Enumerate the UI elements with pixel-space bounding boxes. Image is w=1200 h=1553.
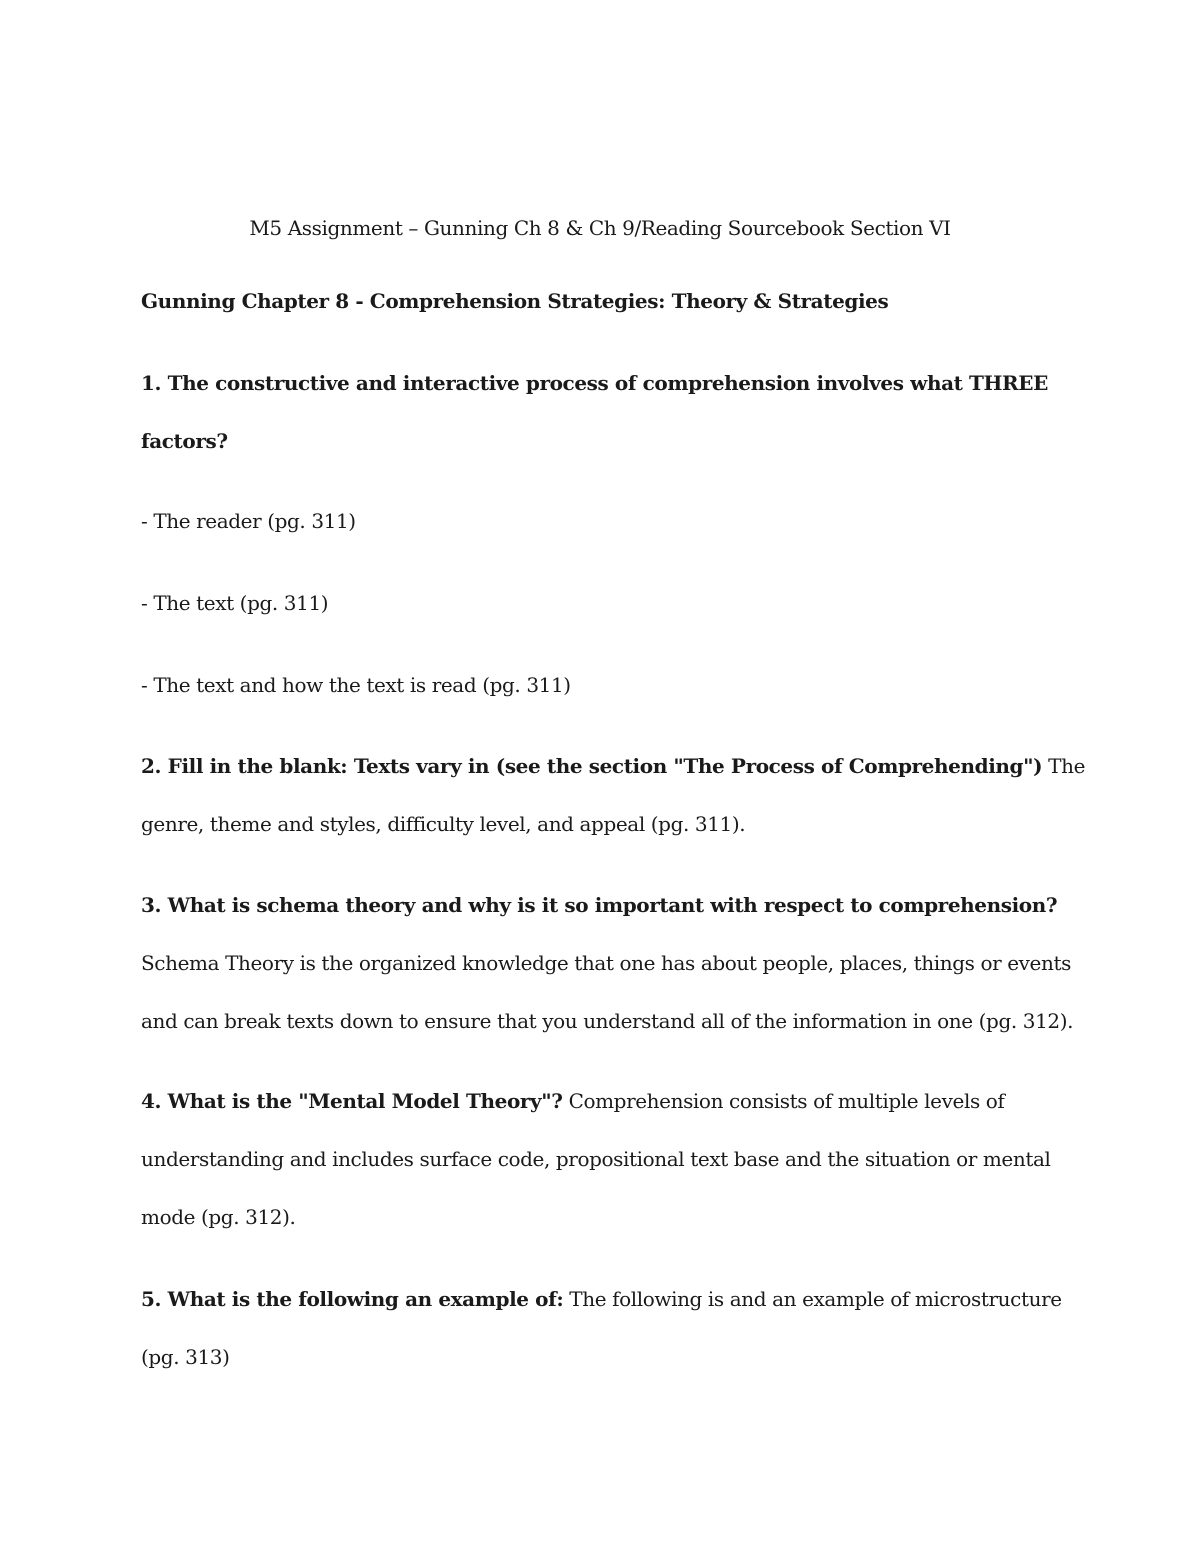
question-2-line-1: [141, 754, 1085, 778]
question-4-line-1: [141, 1089, 1004, 1113]
answer-3-line-1: Schema Theory is the organized knowledge that one has about people, places, things or events: [141, 951, 1071, 975]
question-1-line-2: factors?: [141, 429, 228, 453]
question-5-text: 5. What is the following an example of:: [141, 1287, 564, 1311]
answer-5-start: The following is and an example of microstructure: [563, 1287, 1062, 1311]
document-title: M5 Assignment – Gunning Ch 8 & Ch 9/Reading Sourcebook Section VI: [249, 216, 951, 240]
answer-2-line-2: genre, theme and styles, difficulty level, and appeal (pg. 311).: [141, 812, 746, 836]
answer-1-item: - The text and how the text is read (pg. 311): [141, 673, 571, 697]
section-heading: Gunning Chapter 8 - Comprehension Strategies: Theory & Strategies: [141, 289, 889, 313]
answer-1-item: - The text (pg. 311): [141, 591, 329, 615]
answer-4-line-3: mode (pg. 312).: [141, 1205, 296, 1229]
answer-4-start: Comprehension consists of multiple levels of: [562, 1089, 1005, 1113]
question-1-line-1: 1. The constructive and interactive process of comprehension involves what THREE: [141, 371, 1048, 395]
answer-2-start: The: [1042, 754, 1086, 778]
answer-4-line-2: understanding and includes surface code, propositional text base and the situation or mental: [141, 1147, 1051, 1171]
question-3-text: 3. What is schema theory and why is it so important with respect to comprehension?: [141, 893, 1058, 917]
question-5-line-1: [141, 1287, 1062, 1311]
question-2-text: 2. Fill in the blank: Texts vary in (see the section "The Process of Comprehending"): [141, 754, 1043, 778]
answer-5-line-2: (pg. 313): [141, 1345, 230, 1369]
answer-3-line-2: and can break texts down to ensure that you understand all of the information in one (pg. 312).: [141, 1009, 1074, 1033]
answer-1-item: - The reader (pg. 311): [141, 509, 356, 533]
question-4-text: 4. What is the "Mental Model Theory"?: [141, 1089, 563, 1113]
